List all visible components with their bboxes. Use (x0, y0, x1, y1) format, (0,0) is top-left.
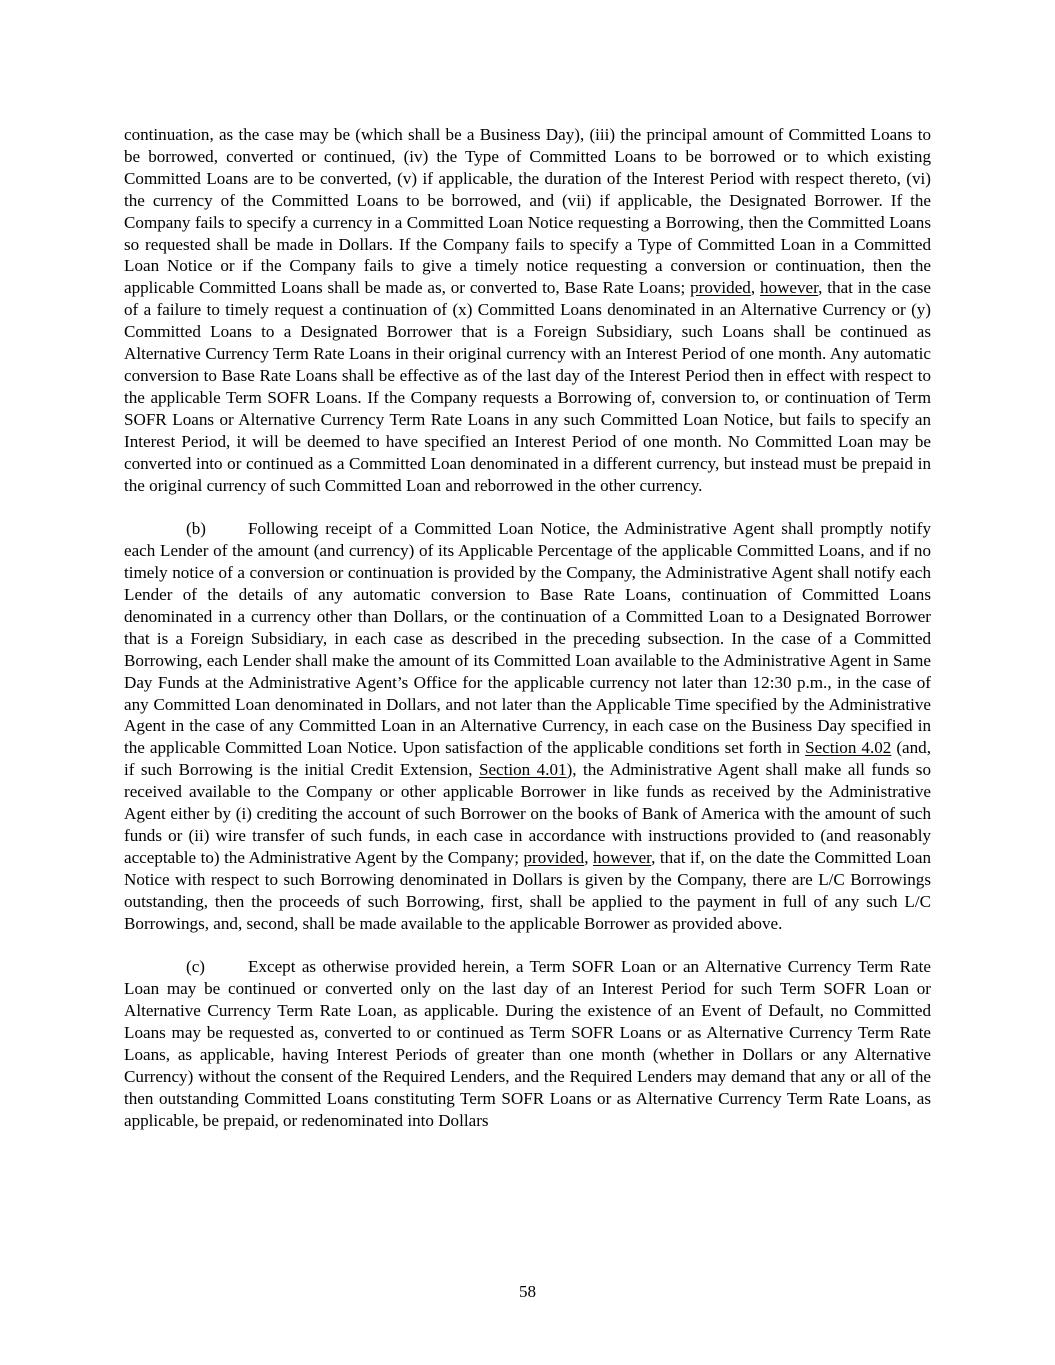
section-4-02-reference: Section 4.02 (805, 738, 892, 758)
text-segment: ), the Administrative Agent shall make all funds so received available to the Company or other applicable Borrower in like funds as received by the Administrative Agent either by (i) crediting the account of such Borrower on the books of Bank of America with the amount of such funds or (ii) wire transfer of such funds, in each case in accordance with instructions provided to (and reasonably acceptable to) the Administrative Agent by the Company; (124, 760, 936, 867)
text-segment: , (584, 847, 593, 867)
section-4-01-reference: Section 4.01 (478, 760, 567, 780)
provided-term: provided (690, 278, 751, 298)
however-term: however (759, 278, 819, 298)
text-segment: continuation, as the case may be (which shall be a Business Day), (iii) the principal amount of Committed Loans to be borrowed, converted or continued, (iv) the Type of Committed Loans to be borrowed or to which existing Committed Loans are to be converted, (v) if applicable, the duration of the Interest Period with respect thereto, (vi) the currency of the Committed Loans to be borrowed, and (vii) if applicable, the Designated Borrower. If the Company fails to specify a currency in a Committed Loan Notice requesting a Borrowing, then the Committed Loans so requested shall be made in Dollars. If the Company fails to specify a Type of Committed Loan in a Committed Loan Notice or if the Company fails to give a timely notice requesting a conversion or continuation, then the applicable Committed Loans shall be made as, or converted to, Base Rate Loans; (124, 125, 936, 298)
text-segment: (and, if such Borrowing is the initial Credit Extension, (124, 738, 936, 780)
text-segment: Except as otherwise provided herein, a Term SOFR Loan or an Alternative Currency Term Rate Loan may be continued or converted only on the last day of an Interest Period for such Term SOFR Loan or Alternative Currency Term Rate Loan, as applicable. During the existence of an Event of Default, no Committed Loans may be requested as, converted to or continued as Term SOFR Loans or as Alternative Currency Term Rate Loans, as applicable, having Interest Periods of greater than one month (whether in Dollars or any Alternative Currency) without the consent of the Required Lenders, and the Required Lenders may demand that any or all of the then outstanding Committed Loans constituting Term SOFR Loans or as Alternative Currency Term Rate Loans, as applicable, be prepaid, or redenominated into Dollars (124, 957, 936, 1130)
paragraph-c (124, 956, 936, 1131)
provided-term: provided (523, 847, 585, 867)
paragraph-continuation (124, 124, 936, 496)
text-segment: , that in the case of a failure to timely request a continuation of (x) Committed Loans denominated in an Alternative Currency or (y) Committed Loans to a Designated Borrower that is a Foreign Subsidiary, such Loans shall be continued as Alternative Currency Term Rate Loans in their original currency with an Interest Period of one month. Any automatic conversion to Base Rate Loans shall be effective as of the last day of the Interest Period then in effect with respect to the applicable Term SOFR Loans. If the Company requests a Borrowing of, conversion to, or continuation of Term SOFR Loans or Alternative Currency Term Rate Loans in any such Committed Loan Notice, but fails to specify an Interest Period, it will be deemed to have specified an Interest Period of one month. No Committed Loan may be converted into or continued as a Committed Loan denominated in a different currency, but instead must be prepaid in the original currency of such Committed Loan and reborrowed in the other currency. (124, 278, 936, 495)
however-term: however (593, 847, 652, 867)
text-segment: , that if, on the date the Committed Loan Notice with respect to such Borrowing denominated in Dollars is given by the Company, there are L/C Borrowings outstanding, then the proceeds of such Borrowing, first, shall be applied to the payment in full of any such L/C Borrowings, and, second, shall be made available to the applicable Borrower as provided above. (124, 847, 936, 933)
text-segment: , (750, 278, 760, 298)
paragraph-label: (c) (186, 957, 205, 977)
body-text (124, 124, 936, 1154)
text-segment: Following receipt of a Committed Loan Notice, the Administrative Agent shall promptly notify each Lender of the amount (and currency) of its Applicable Percentage of the applicable Committed Loans, and if no timely notice of a conversion or continuation is provided by the Company, the Administrative Agent shall notify each Lender of the details of any automatic conversion to Base Rate Loans, continuation of Committed Loans denominated in a currency other than Dollars, or the continuation of a Committed Loan to a Designated Borrower that is a Foreign Subsidiary, in each case as described in the preceding subsection. In the case of a Committed Borrowing, each Lender shall make the amount of its Committed Loan available to the Administrative Agent in Same Day Funds at the Administrative Agent’s Office for the applicable currency not later than 12:30 p.m., in the case of any Committed Loan denominated in Dollars, and not later than the Applicable Time specified by the Administrative Agent in the case of any Committed Loan in an Alternative Currency, in each case on the Business Day specified in the applicable Committed Loan Notice. Upon satisfaction of the applicable conditions set forth in (124, 519, 936, 758)
paragraph-label: (b) (186, 519, 206, 539)
page-number: 58 (518, 1282, 537, 1301)
paragraph-b (124, 518, 936, 934)
